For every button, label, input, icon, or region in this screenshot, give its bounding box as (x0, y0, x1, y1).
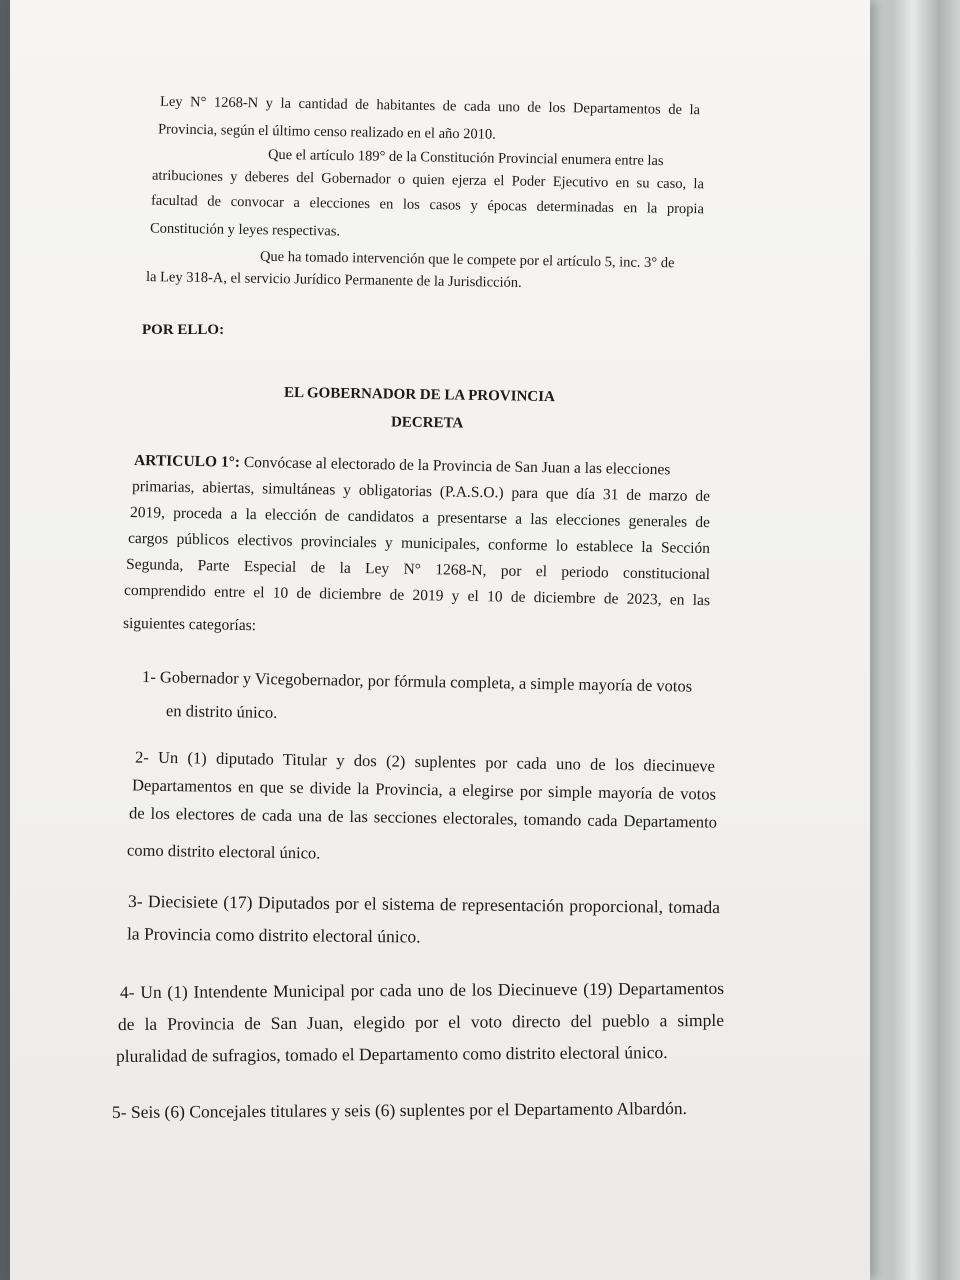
list-item: 3- Diecisiete (17) Diputados por el sistema de representación proporcional, tomada (127, 890, 721, 918)
list-item: 4- Un (1) Intendente Municipal por cada uno de los Diecinueve (19) Departamentos (119, 977, 725, 1003)
intro-line: la Ley 318-A, el servicio Jurídico Permanente de la Jurisdicción. (145, 269, 522, 291)
list-item-cont: de los electores de cada una de las secciones electorales, tomando cada Departamento (128, 803, 718, 832)
article-line: primarias, abiertas, simultáneas y obligatorias (P.A.S.O.) para que día 31 de marzo de (131, 477, 711, 506)
article-text: Convócase al electorado de la Provincia de San Juan a las elecciones (243, 453, 671, 479)
intro-line: Que el artículo 189° de la Constitución Provincial enumera entre las (267, 146, 664, 170)
article-line: cargos públicos electivos provinciales y municipales, conforme lo establece la Sección (127, 529, 711, 558)
list-item: 5- Seis (6) Concejales titulares y seis (6) suplentes por el Departamento Albardón. (111, 1097, 687, 1123)
intro-line: Provincia, según el último censo realizado en el año 2010. (157, 121, 496, 143)
document-page (10, 0, 870, 1280)
intro-line: Que ha tomado intervención que le compete por el artículo 5, inc. 3° de (259, 248, 675, 272)
intro-line: atribuciones y deberes del Gobernador o quien ejerza el Poder Ejecutivo en su caso, la (151, 167, 705, 193)
list-item-cont: en distrito único. (165, 701, 278, 722)
intro-line: Ley N° 1268-N y la cantidad de habitantes de cada uno de los Departamentos de la (159, 93, 701, 119)
article-line: 2019, proceda a la elección de candidatos a presentarse a las elecciones generales de (129, 503, 711, 532)
article-label: ARTICULO 1°: (133, 451, 241, 471)
intro-line: Constitución y leyes respectivas. (149, 220, 341, 240)
list-item-cont: Departamentos en que se divide la Provincia, a elegirse por simple mayoría de votos (131, 775, 717, 804)
list-item-cont: como distrito electoral único. (126, 840, 321, 863)
background-plastic (855, 0, 960, 1280)
article-line: siguientes categorías: (122, 614, 257, 635)
list-item-cont: la Provincia como distrito electoral único. (126, 923, 421, 947)
intro-line: facultad de convocar a elecciones en los casos y épocas determinadas en la propia (150, 192, 705, 218)
list-item: 2- Un (1) diputado Titular y dos (2) suplentes por cada uno de los diecinueve (134, 747, 716, 776)
article-line (134, 451, 709, 481)
decree-subheading: DECRETA (390, 414, 464, 432)
por-ello-label: POR ELLO: (142, 322, 225, 338)
article-line: Segunda, Parte Especial de la Ley N° 1268-N, por el periodo constitucional (125, 555, 711, 584)
list-item: 1- Gobernador y Vicegobernador, por fórmula completa, a simple mayoría de votos (141, 667, 693, 696)
list-item-cont: pluralidad de sufragios, tomado el Departamento como distrito electoral único. (115, 1042, 668, 1066)
list-item-cont: de la Provincia de San Juan, elegido por el voto directo del pueblo a simple (117, 1009, 725, 1035)
decree-heading: EL GOBERNADOR DE LA PROVINCIA (283, 384, 555, 406)
article-line: comprendido entre el 10 de diciembre de 2019 y el 10 de diciembre de 2023, en las (123, 581, 711, 610)
